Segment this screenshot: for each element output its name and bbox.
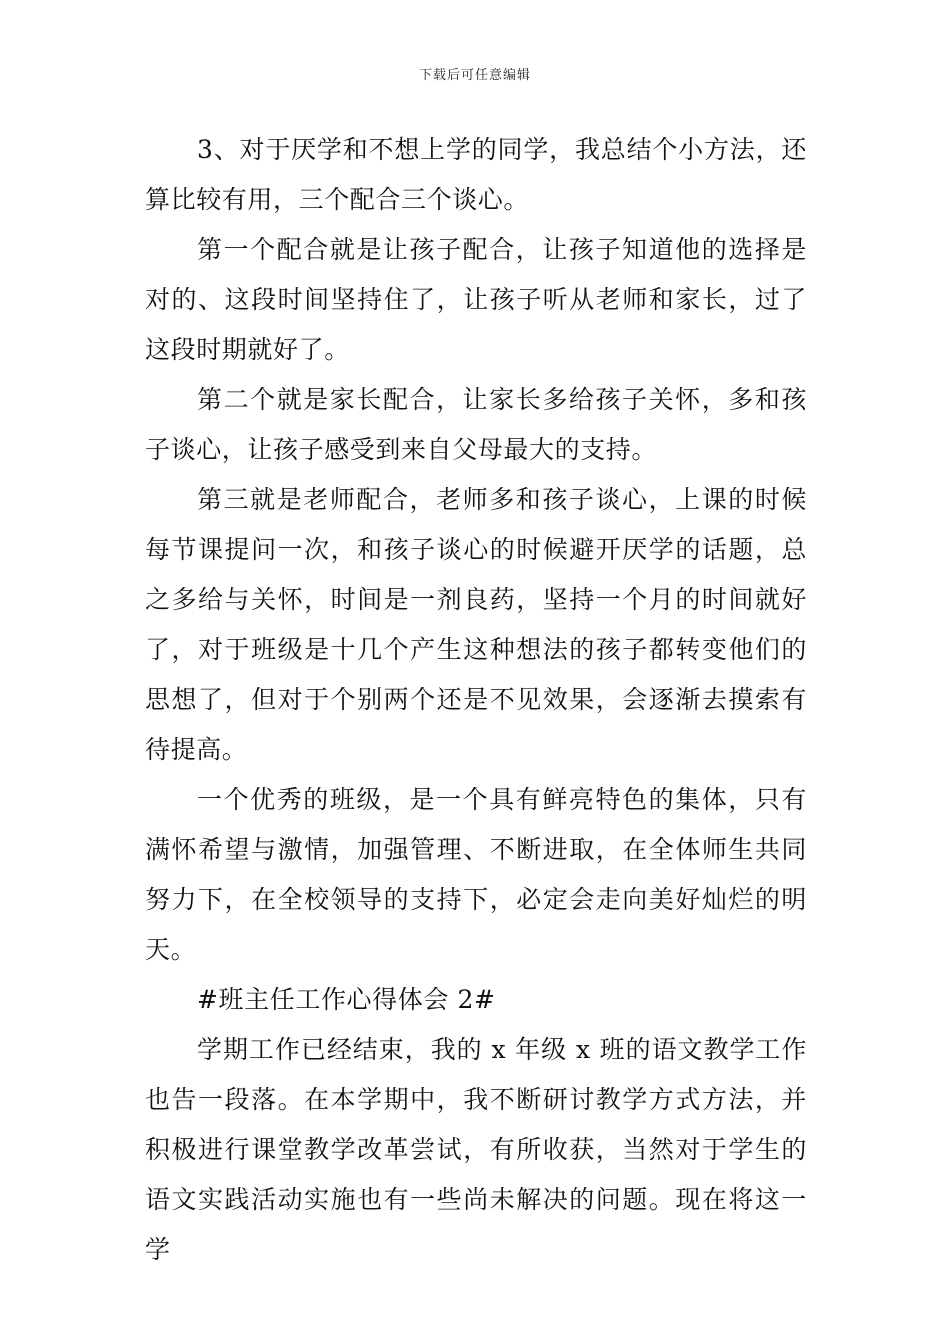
document-body [145,125,807,1275]
section-heading: #班主任工作心得体会 2# [197,985,496,1014]
paragraph-third-cooperation: 第三就是老师配合，老师多和孩子谈心，上课的时候每节课提问一次，和孩子谈心的时候避开厌学的话题，总之多给与关怀，时间是一剂良药，坚持一个月的时间就好了，对于班级是十几个产生这种想法的孩子都转变他们的思想了，但对于个别两个还是不见效果，会逐渐去摸索有待提高。 [145,485,807,764]
paragraph-second-cooperation: 第二个就是家长配合，让家长多给孩子关怀，多和孩子谈心，让孩子感受到来自父母最大的支持。 [145,385,807,464]
paragraph-semester-summary: 学期工作已经结束，我的 x 年级 x 班的语文教学工作也告一段落。在本学期中，我不断研讨教学方式方法，并积极进行课堂教学改革尝试，有所收获，当然对于学生的语文实践活动实施也有一些尚未解决的问题。现在将这一学 [145,1035,807,1264]
paragraph-first-cooperation: 第一个配合就是让孩子配合，让孩子知道他的选择是对的、这段时间坚持住了，让孩子听从老师和家长，过了这段时期就好了。 [145,235,807,364]
page-header: 下载后可任意编辑 [418,68,531,83]
paragraph-method-intro: 3、对于厌学和不想上学的同学，我总结个小方法，还算比较有用，三个配合三个谈心。 [145,135,807,214]
paragraph-conclusion: 一个优秀的班级，是一个具有鲜亮特色的集体，只有满怀希望与激情，加强管理、不断进取，在全体师生共同努力下，在全校领导的支持下，必定会走向美好灿烂的明天。 [145,785,807,964]
